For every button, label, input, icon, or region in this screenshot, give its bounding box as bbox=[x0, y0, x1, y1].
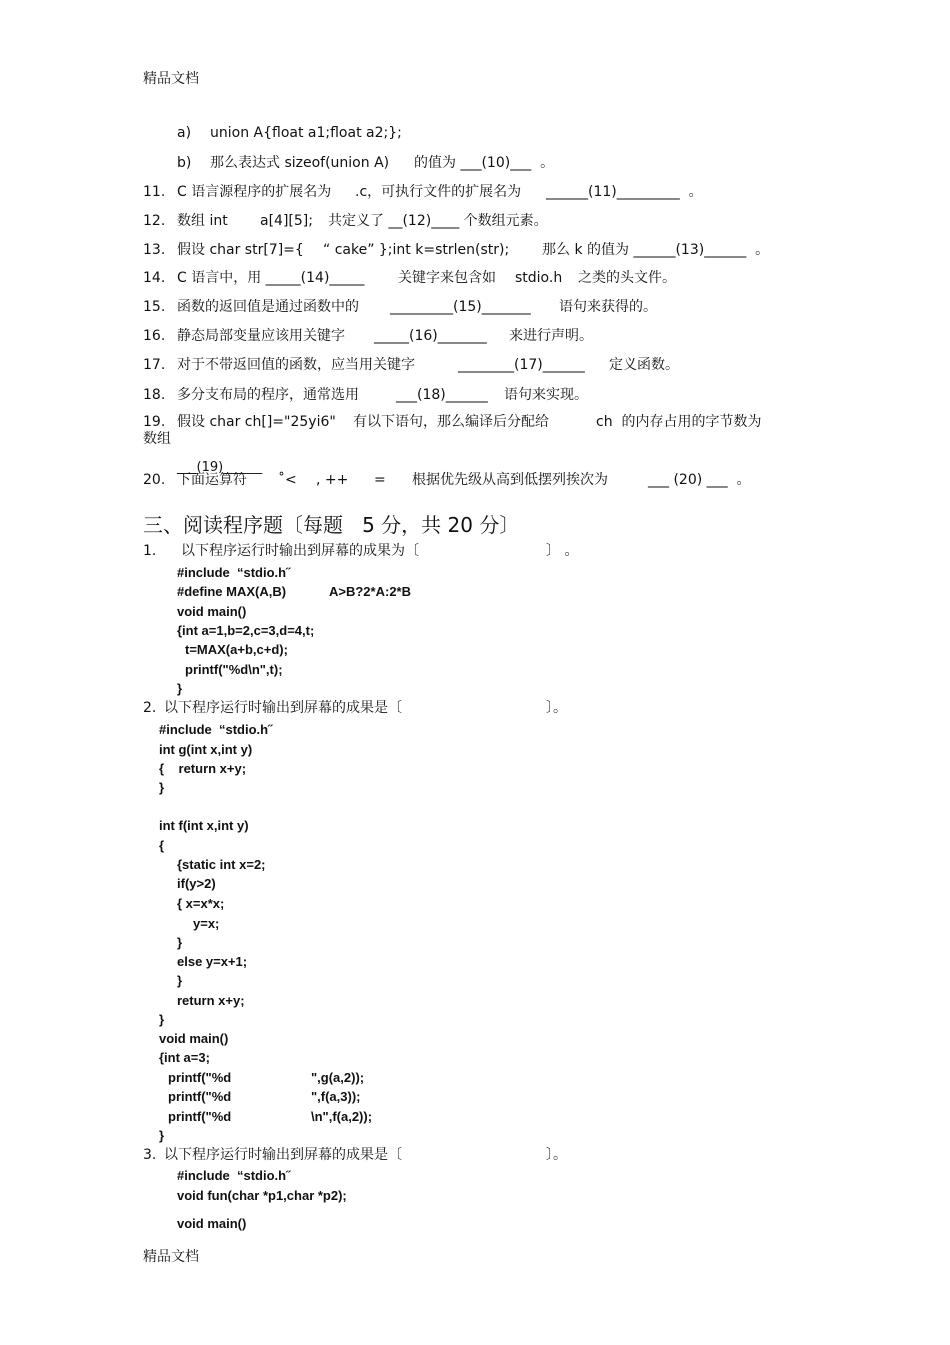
q15-number: 15. bbox=[143, 299, 166, 315]
p2-code-line: \n",f(a,2)); bbox=[311, 1109, 373, 1124]
item-b-text: 那么表达式 sizeof(union A) bbox=[210, 155, 390, 171]
q19-text-3: ch 的内存占用的字节数为 bbox=[596, 414, 762, 430]
p1-code-line: } bbox=[177, 681, 183, 696]
p1-code-line: printf("%d\n",t); bbox=[185, 662, 283, 677]
p1-close: 〕 。 bbox=[546, 543, 579, 559]
q14-text-3: stdio.h bbox=[515, 270, 563, 286]
q13-blank: 那么 k 的值为 ______(13)______ 。 bbox=[542, 242, 770, 258]
q20-text-2: 根据优先级从高到低摆列挨次为 bbox=[412, 472, 608, 488]
item-b-blank: 的值为 ___(10)___ 。 bbox=[414, 155, 555, 171]
q20-number: 20. bbox=[143, 472, 166, 488]
q16-text-3: 来进行声明。 bbox=[509, 328, 593, 344]
p2-code-line: } bbox=[177, 935, 183, 950]
q11-text-2: .c，可执行文件的扩展名为 bbox=[355, 184, 522, 200]
q14-text: C 语言中，用 _____(14)_____ bbox=[177, 270, 365, 286]
p3-code-line: #include “stdio.h˝ bbox=[177, 1168, 291, 1183]
q19-text: 假设 char ch[]="25yi6" bbox=[177, 414, 336, 430]
q12-blank: 共定义了 __(12)____ 个数组元素。 bbox=[328, 213, 548, 229]
item-a-number: a) bbox=[177, 125, 192, 141]
q13-text-2: “ cake” };int k=strlen(str); bbox=[323, 242, 510, 258]
p2-close: 〕。 bbox=[546, 700, 567, 716]
p2-code-line: printf("%d bbox=[168, 1070, 232, 1085]
q17-number: 17. bbox=[143, 357, 166, 373]
p2-code-line: return x+y; bbox=[177, 993, 245, 1008]
p3-code-line: void fun(char *p1,char *p2); bbox=[177, 1188, 347, 1203]
p1-code-line: t=MAX(a+b,c+d); bbox=[185, 642, 288, 657]
section-3-title: 三、阅读程序题〔每题 5 分，共 20 分〕 bbox=[143, 513, 520, 537]
q11-text: C 语言源程序的扩展名为 bbox=[177, 184, 332, 200]
p2-number: 2. bbox=[143, 700, 157, 716]
q20-text: 下面运算符 bbox=[177, 472, 247, 488]
p2-code-line: } bbox=[177, 973, 183, 988]
q18-blank: ___(18)______ bbox=[396, 387, 488, 403]
p2-code-line: printf("%d bbox=[168, 1089, 232, 1104]
q19-text-2: 有以下语句，那么编译后分配给 bbox=[353, 414, 549, 430]
q20-operators-3: = bbox=[374, 472, 386, 488]
p1-code-line: #define MAX(A,B) bbox=[177, 584, 287, 599]
q13-number: 13. bbox=[143, 242, 166, 258]
p2-code-line: } bbox=[159, 780, 165, 795]
q18-text-3: 语句来实现。 bbox=[504, 387, 588, 403]
p2-code-line: {int a=3; bbox=[159, 1050, 210, 1065]
page-footer: 精品文档 bbox=[143, 1249, 199, 1265]
p2-code-line: } bbox=[159, 1012, 165, 1027]
q12-number: 12. bbox=[143, 213, 166, 229]
p3-number: 3. bbox=[143, 1147, 157, 1163]
q19-continuation: 数组 bbox=[143, 431, 171, 447]
q15-text: 函数的返回值是通过函数中的 bbox=[177, 299, 359, 315]
page-header: 精品文档 bbox=[143, 71, 199, 87]
p2-code-line: int f(int x,int y) bbox=[159, 818, 249, 833]
p1-number: 1. bbox=[143, 543, 157, 559]
q17-text: 对于不带返回值的函数，应当用关键字 bbox=[177, 357, 415, 373]
p2-code-line: else y=x+1; bbox=[177, 954, 248, 969]
q20-blank: ___ (20) ___ 。 bbox=[648, 472, 751, 488]
item-a-text: union A{float a1;float a2;}; bbox=[210, 125, 402, 141]
p2-code-line: ",g(a,2)); bbox=[311, 1070, 365, 1085]
p2-code-line: { bbox=[159, 838, 165, 853]
q15-text-3: 语句来获得的。 bbox=[559, 299, 657, 315]
q12-text: 数组 int bbox=[177, 213, 228, 229]
p2-code-line: printf("%d bbox=[168, 1109, 232, 1124]
q20-operators-1: ˚< bbox=[278, 472, 297, 488]
p2-code-line: #include “stdio.h˝ bbox=[159, 722, 273, 737]
q19-number: 19. bbox=[143, 414, 166, 430]
q18-number: 18. bbox=[143, 387, 166, 403]
q17-blank: ________(17)______ bbox=[458, 357, 585, 373]
q16-text: 静态局部变量应该用关键字 bbox=[177, 328, 345, 344]
q15-blank: _________(15)_______ bbox=[390, 299, 531, 315]
q20-operators-2: , ++ bbox=[316, 472, 349, 488]
p1-code-line: {int a=1,b=2,c=3,d=4,t; bbox=[177, 623, 315, 638]
q16-blank: _____(16)_______ bbox=[374, 328, 487, 344]
p2-code-line: y=x; bbox=[193, 916, 220, 931]
q19-blank: ___(19)______ bbox=[177, 460, 263, 475]
p3-close: 〕。 bbox=[546, 1147, 567, 1163]
q13-text: 假设 char str[7]={ bbox=[177, 242, 304, 258]
item-b-number: b) bbox=[177, 155, 192, 171]
q11-blank: ______(11)_________ 。 bbox=[546, 184, 703, 200]
p3-prompt: 以下程序运行时输出到屏幕的成果是〔 bbox=[164, 1147, 402, 1163]
p3-code-line: void main() bbox=[177, 1216, 247, 1231]
p2-code-line: ",f(a,3)); bbox=[311, 1089, 361, 1104]
p1-code-line: void main() bbox=[177, 604, 247, 619]
p2-prompt: 以下程序运行时输出到屏幕的成果是〔 bbox=[164, 700, 402, 716]
q14-number: 14. bbox=[143, 270, 166, 286]
q12-text-2: a[4][5]; bbox=[260, 213, 313, 229]
q18-text: 多分支布局的程序，通常选用 bbox=[177, 387, 359, 403]
p1-prompt: 以下程序运行时输出到屏幕的成果为〔 bbox=[181, 543, 419, 559]
p2-code-line: {static int x=2; bbox=[177, 857, 266, 872]
p1-code-line: A>B?2*A:2*B bbox=[329, 584, 411, 599]
p2-code-line: } bbox=[159, 1128, 165, 1143]
q14-text-2: 关键字来包含如 bbox=[398, 270, 496, 286]
p2-code-line: { x=x*x; bbox=[177, 896, 225, 911]
p1-code-line: #include “stdio.h˝ bbox=[177, 565, 291, 580]
q11-number: 11. bbox=[143, 184, 166, 200]
p2-code-line: int g(int x,int y) bbox=[159, 742, 253, 757]
q17-text-3: 定义函数。 bbox=[609, 357, 679, 373]
p2-code-line: { return x+y; bbox=[159, 761, 247, 776]
p2-code-line: if(y>2) bbox=[177, 876, 216, 891]
q16-number: 16. bbox=[143, 328, 166, 344]
q14-text-4: 之类的头文件。 bbox=[578, 270, 676, 286]
p2-code-line: void main() bbox=[159, 1031, 229, 1046]
